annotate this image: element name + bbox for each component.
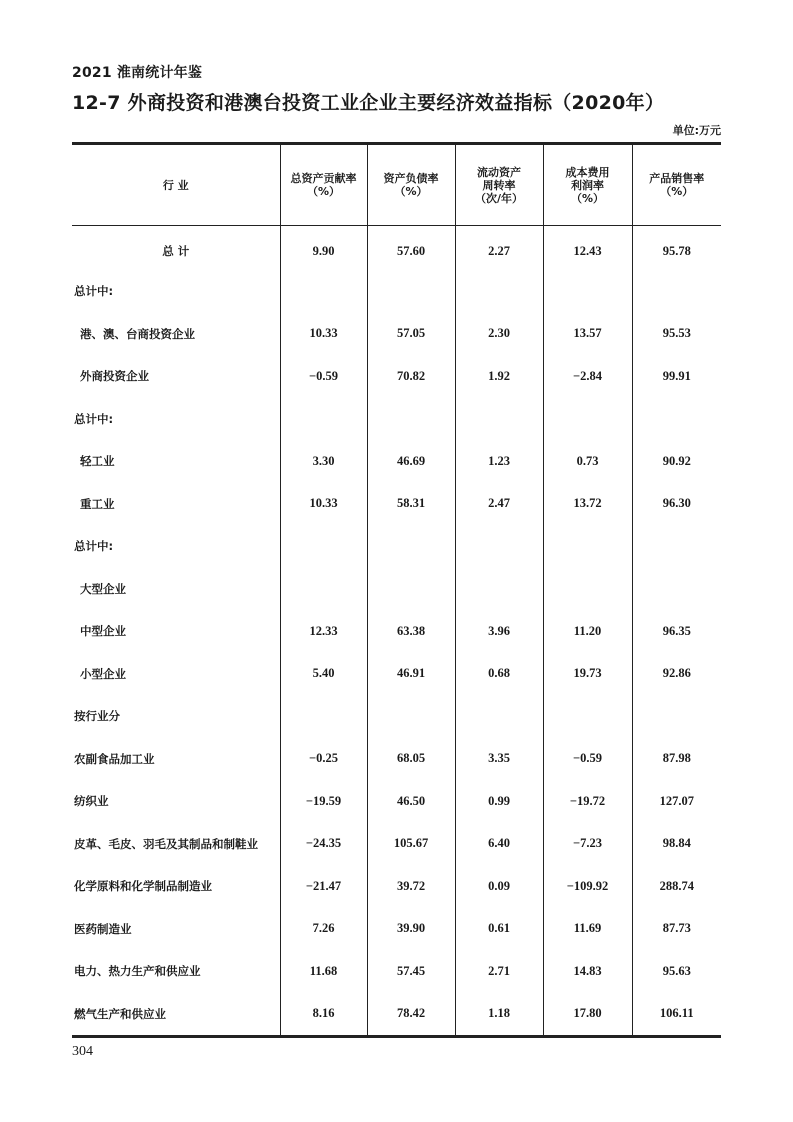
- table-cell: 106.11: [632, 993, 721, 1037]
- table-row: [72, 738, 721, 781]
- row-label: 农副食品加工业: [74, 751, 155, 766]
- table-cell: 96.30: [632, 483, 721, 526]
- table-cell: [280, 270, 367, 313]
- table-cell: [367, 270, 455, 313]
- table-cell: 58.31: [367, 483, 455, 526]
- column-header-2: [367, 144, 455, 226]
- table-cell: [632, 568, 721, 611]
- table-row: [72, 780, 721, 823]
- row-label: 医药制造业: [74, 921, 132, 936]
- row-label: 纺织业: [74, 794, 109, 809]
- table-cell: 95.63: [632, 950, 721, 993]
- table-cell: 95.53: [632, 313, 721, 356]
- table-cell: 39.90: [367, 908, 455, 951]
- table-cell: 3.35: [455, 738, 543, 781]
- column-header-1: [280, 144, 367, 226]
- column-header-line: 资产负债率: [383, 172, 439, 185]
- table-cell: 46.69: [367, 440, 455, 483]
- table-cell: 14.83: [543, 950, 632, 993]
- table-cell: [632, 525, 721, 568]
- column-header-line: （次/年）: [474, 191, 524, 205]
- row-label: 港、澳、台商投资企业: [80, 326, 195, 341]
- table-cell: [543, 525, 632, 568]
- column-header-line: 利润率: [571, 178, 604, 192]
- table-cell: [280, 525, 367, 568]
- table-cell: 6.40: [455, 823, 543, 866]
- table-row: [72, 355, 721, 398]
- column-header-line: 产品销售率: [649, 172, 705, 185]
- book-title: 2021 淮南统计年鉴: [72, 65, 203, 81]
- table-cell: 98.84: [632, 823, 721, 866]
- table-cell: −21.47: [280, 865, 367, 908]
- table-row: [72, 695, 721, 738]
- table-cell: 11.69: [543, 908, 632, 951]
- table-row: [72, 908, 721, 951]
- table-header-row: [72, 144, 721, 226]
- table-cell: [543, 695, 632, 738]
- table-cell: 2.71: [455, 950, 543, 993]
- table-cell: 3.96: [455, 610, 543, 653]
- table-cell: 68.05: [367, 738, 455, 781]
- table-cell: −2.84: [543, 355, 632, 398]
- table-cell: [543, 568, 632, 611]
- table-cell: [280, 568, 367, 611]
- table-cell: 127.07: [632, 780, 721, 823]
- table-cell: −0.25: [280, 738, 367, 781]
- unit-label: 单位:万元: [672, 124, 721, 137]
- column-header-line: 总资产贡献率: [290, 172, 357, 185]
- column-header-line: 流动资产: [477, 165, 521, 179]
- table-row: [72, 398, 721, 441]
- table-cell: 0.68: [455, 653, 543, 696]
- column-header-line: （%）: [660, 185, 694, 198]
- row-label: 电力、热力生产和供应业: [74, 964, 201, 979]
- table-cell: −24.35: [280, 823, 367, 866]
- table-row: [72, 568, 721, 611]
- table-row: [72, 226, 721, 271]
- table-row: [72, 653, 721, 696]
- row-label: 总计中:: [74, 411, 114, 426]
- table-title: 12-7 外商投资和港澳台投资工业企业主要经济效益指标（2020年）: [72, 92, 665, 114]
- page-number: 304: [72, 1044, 93, 1059]
- table-cell: [632, 398, 721, 441]
- table-cell: 3.30: [280, 440, 367, 483]
- column-header-line: （%）: [306, 185, 341, 198]
- table-cell: 7.26: [280, 908, 367, 951]
- table-cell: [367, 568, 455, 611]
- table-cell: [280, 695, 367, 738]
- table-row: [72, 270, 721, 313]
- table-cell: 87.98: [632, 738, 721, 781]
- table-cell: 2.47: [455, 483, 543, 526]
- table-cell: [367, 695, 455, 738]
- table-cell: [367, 525, 455, 568]
- table-cell: 11.68: [280, 950, 367, 993]
- table-row: [72, 823, 721, 866]
- table-row: [72, 313, 721, 356]
- table-cell: 63.38: [367, 610, 455, 653]
- table-cell: [455, 398, 543, 441]
- table-cell: [455, 695, 543, 738]
- column-header-5: [632, 144, 721, 226]
- column-header-4: [543, 144, 632, 226]
- table-cell: 0.61: [455, 908, 543, 951]
- row-label: 总 计: [162, 244, 190, 258]
- table-cell: 39.72: [367, 865, 455, 908]
- table-row: [72, 483, 721, 526]
- table-cell: 12.43: [543, 226, 632, 271]
- row-label: 大型企业: [80, 581, 126, 596]
- table-cell: −7.23: [543, 823, 632, 866]
- table-cell: 57.45: [367, 950, 455, 993]
- row-label: 轻工业: [80, 454, 115, 469]
- table-row: [72, 865, 721, 908]
- table-cell: [455, 568, 543, 611]
- table-cell: 13.72: [543, 483, 632, 526]
- column-header-line: 周转率: [482, 178, 516, 192]
- row-label: 皮革、毛皮、羽毛及其制品和制鞋业: [74, 836, 258, 851]
- row-label: 总计中:: [74, 284, 114, 299]
- table-cell: 57.60: [367, 226, 455, 271]
- table-cell: −109.92: [543, 865, 632, 908]
- indicators-table: [72, 142, 721, 1038]
- table-cell: [455, 270, 543, 313]
- column-header-3: [455, 144, 543, 226]
- table-cell: 288.74: [632, 865, 721, 908]
- table-cell: 1.92: [455, 355, 543, 398]
- table-cell: 12.33: [280, 610, 367, 653]
- column-header-line: 成本费用: [565, 165, 610, 179]
- table-cell: 10.33: [280, 313, 367, 356]
- table-cell: 46.91: [367, 653, 455, 696]
- table-cell: 70.82: [367, 355, 455, 398]
- table-cell: 87.73: [632, 908, 721, 951]
- table-cell: 8.16: [280, 993, 367, 1037]
- row-label: 外商投资企业: [80, 369, 149, 384]
- table-cell: −19.59: [280, 780, 367, 823]
- row-label: 小型企业: [80, 666, 126, 681]
- column-header-line: （%）: [570, 191, 605, 205]
- table-cell: 78.42: [367, 993, 455, 1037]
- row-label: 按行业分: [74, 709, 120, 724]
- table-cell: [543, 270, 632, 313]
- column-header-industry: [72, 144, 280, 226]
- table-cell: −0.59: [543, 738, 632, 781]
- table-body: [72, 226, 721, 1037]
- table-cell: [632, 695, 721, 738]
- table-cell: 1.18: [455, 993, 543, 1037]
- table-cell: 19.73: [543, 653, 632, 696]
- table-cell: 92.86: [632, 653, 721, 696]
- table-cell: 96.35: [632, 610, 721, 653]
- table-cell: −0.59: [280, 355, 367, 398]
- table-cell: [455, 525, 543, 568]
- table-cell: 11.20: [543, 610, 632, 653]
- table-row: [72, 440, 721, 483]
- table-cell: 0.99: [455, 780, 543, 823]
- table-cell: [367, 398, 455, 441]
- table-cell: 46.50: [367, 780, 455, 823]
- table-row: [72, 525, 721, 568]
- row-label: 重工业: [80, 496, 115, 511]
- row-label: 化学原料和化学制品制造业: [74, 879, 212, 894]
- table-cell: 2.30: [455, 313, 543, 356]
- table-cell: 0.73: [543, 440, 632, 483]
- table-cell: 1.23: [455, 440, 543, 483]
- table-cell: 13.57: [543, 313, 632, 356]
- table-cell: 90.92: [632, 440, 721, 483]
- column-header-line: 行 业: [162, 178, 189, 192]
- table-cell: 95.78: [632, 226, 721, 271]
- table-cell: 10.33: [280, 483, 367, 526]
- table-cell: 17.80: [543, 993, 632, 1037]
- table-cell: 2.27: [455, 226, 543, 271]
- table-cell: 0.09: [455, 865, 543, 908]
- table-row: [72, 950, 721, 993]
- table-cell: 99.91: [632, 355, 721, 398]
- table-cell: 57.05: [367, 313, 455, 356]
- table-cell: 9.90: [280, 226, 367, 271]
- table-cell: [280, 398, 367, 441]
- row-label: 燃气生产和供应业: [72, 993, 280, 1037]
- row-label: 中型企业: [80, 624, 126, 639]
- column-header-line: （%）: [394, 185, 428, 198]
- row-label: 总计中:: [74, 539, 114, 554]
- table-cell: 105.67: [367, 823, 455, 866]
- table-row: [72, 993, 721, 1037]
- table-cell: −19.72: [543, 780, 632, 823]
- table-cell: [543, 398, 632, 441]
- table-row: [72, 610, 721, 653]
- table-cell: 5.40: [280, 653, 367, 696]
- table-cell: [632, 270, 721, 313]
